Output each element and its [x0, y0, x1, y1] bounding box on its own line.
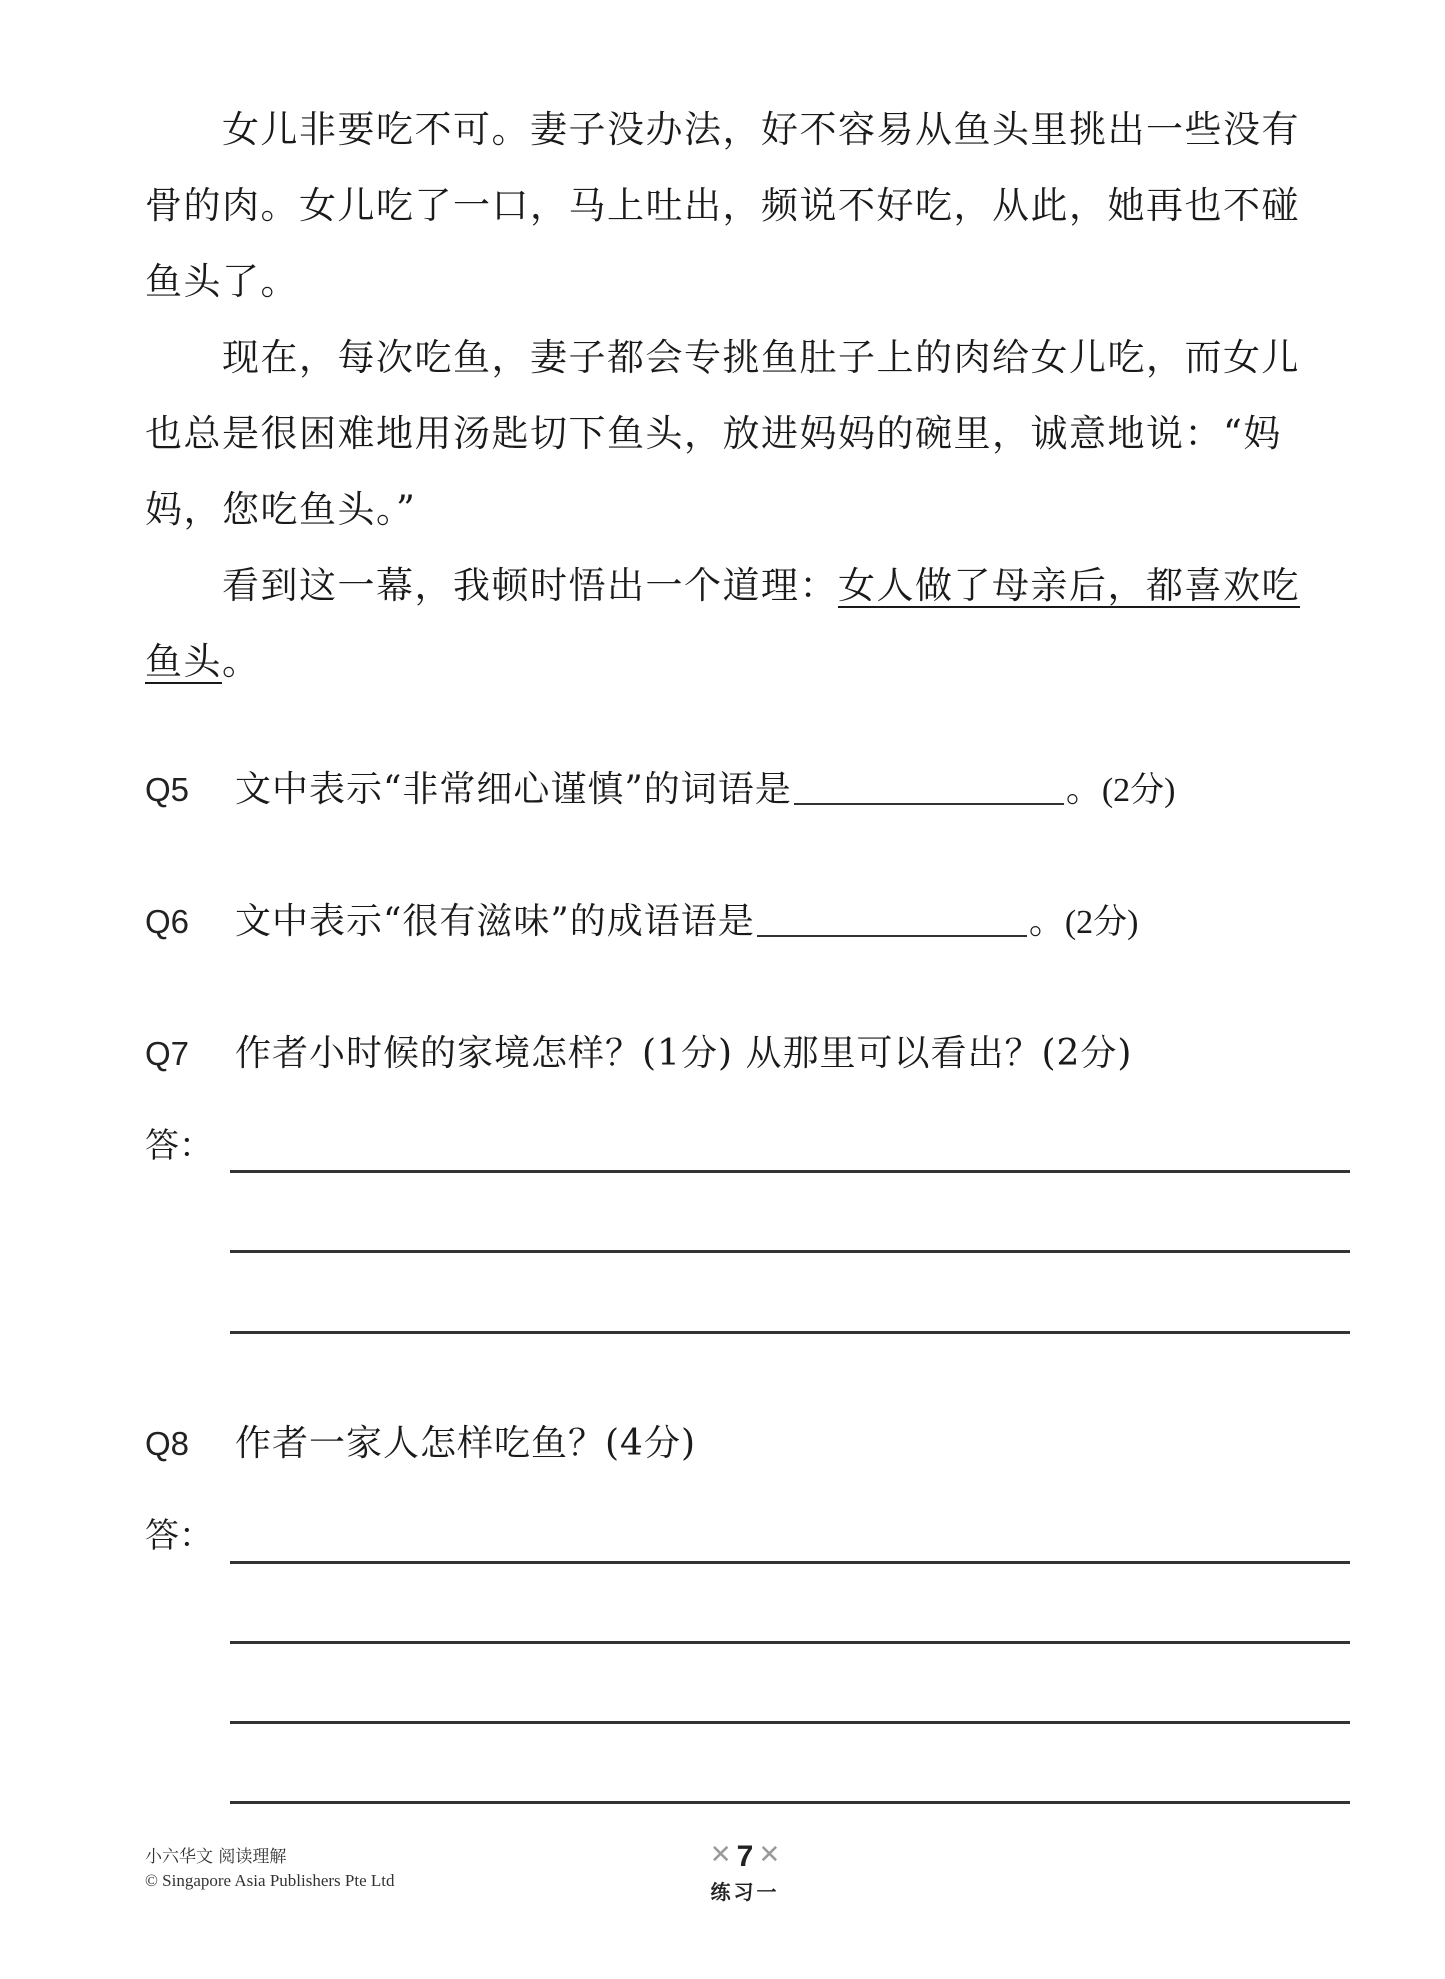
passage-line-5: 也总是很困难地用汤匙切下鱼头，放进妈妈的碗里，诚意地说：“妈 [145, 412, 1282, 455]
passage-line-4: 现在，每次吃鱼，妻子都会专挑鱼肚子上的肉给女儿吃，而女儿 [222, 336, 1300, 379]
question-q5 [145, 766, 1175, 815]
underlined-moral-part2: 鱼头 [145, 640, 222, 683]
answer-line-q8-1[interactable] [230, 1561, 1350, 1564]
passage-line-7-text: 看到这一幕，我顿时悟出一个道理： [222, 564, 838, 607]
publisher-copyright: © Singapore Asia Publishers Pte Ltd [145, 1871, 395, 1890]
question-number: Q5 [145, 771, 190, 808]
answer-line-q8-3[interactable] [230, 1721, 1350, 1724]
question-number: Q8 [145, 1425, 190, 1462]
answer-label-q7: 答： [145, 1126, 213, 1166]
underlined-moral-part1: 女人做了母亲后，都喜欢吃 [838, 564, 1300, 607]
question-marks: (2分) [1064, 904, 1139, 941]
answer-line-q7-3[interactable] [230, 1331, 1350, 1334]
question-end: 。 [1028, 901, 1065, 942]
answer-line-q7-1[interactable] [230, 1170, 1350, 1173]
passage-line-1: 女儿非要吃不可。妻子没办法，好不容易从鱼头里挑出一些没有 [222, 108, 1300, 151]
question-text: 作者小时候的家境怎样？(1分) 从那里可以看出？(2分) [235, 1033, 1133, 1074]
book-title: 小六华文 阅读理解 [145, 1847, 287, 1867]
question-end: 。 [1065, 769, 1102, 810]
ornament-icon: ✕ [709, 1840, 732, 1870]
question-q6 [145, 898, 1138, 947]
passage-line-6: 妈，您吃鱼头。” [145, 488, 417, 531]
question-q8 [145, 1420, 696, 1468]
question-text: 文中表示“非常细心谨慎”的词语是 [235, 769, 792, 810]
passage-line-7 [222, 562, 1355, 610]
passage-line-8 [145, 638, 1355, 686]
answer-blank-q5[interactable] [794, 767, 1064, 805]
passage-line-3: 鱼头了。 [145, 260, 299, 303]
question-text: 文中表示“很有滋味”的成语语是 [235, 901, 755, 942]
question-number: Q6 [145, 903, 190, 940]
footer-page-info [690, 1840, 800, 1905]
answer-blank-q6[interactable] [757, 899, 1027, 937]
footer-left [145, 1845, 395, 1893]
page-number: 7 [736, 1840, 754, 1873]
passage-line-2: 骨的肉。女儿吃了一口，马上吐出，频说不好吃，从此，她再也不碰 [145, 184, 1300, 227]
question-q7 [145, 1030, 1132, 1078]
answer-line-q8-4[interactable] [230, 1801, 1350, 1804]
ornament-icon: ✕ [758, 1840, 781, 1870]
question-text: 作者一家人怎样吃鱼？(4分) [235, 1423, 696, 1464]
question-number: Q7 [145, 1035, 190, 1072]
answer-line-q7-2[interactable] [230, 1250, 1350, 1253]
passage-line-8-end: 。 [222, 640, 261, 683]
answer-label-q8: 答： [145, 1516, 213, 1556]
answer-line-q8-2[interactable] [230, 1641, 1350, 1644]
section-label: 练习一 [710, 1880, 780, 1904]
question-marks: (2分) [1101, 772, 1176, 809]
